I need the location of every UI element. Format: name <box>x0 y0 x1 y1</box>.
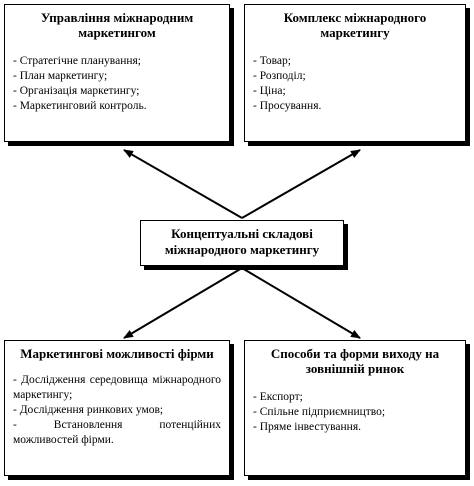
entry-methods-items <box>253 390 457 435</box>
list-item: - Дослідження середовища міжнародного маркетингу; <box>13 374 221 401</box>
list-item: - Пряме інвестування. <box>253 421 361 433</box>
list-item: - Маркетинговий контроль. <box>13 100 147 112</box>
list-item: - Експорт; <box>253 391 303 403</box>
list-item: - Встановлення потенційних можливостей фірми. <box>13 419 221 446</box>
list-item: - Дослідження ринкових умов; <box>13 404 164 416</box>
management-box <box>4 4 230 142</box>
management-items <box>13 54 221 114</box>
opportunities-box <box>4 340 230 476</box>
marketing-mix-box <box>244 4 466 142</box>
list-item: - План маркетингу; <box>13 70 108 82</box>
list-item: - Стратегічне планування; <box>13 55 141 67</box>
list-item: - Спільне підприємництво; <box>253 406 386 418</box>
opportunities-items <box>13 373 221 448</box>
conceptual-components-title: Концептуальні складові міжнародного маркетингу <box>164 226 320 257</box>
entry-methods-box <box>244 340 466 476</box>
opportunities-title: Маркетингові можливості фірми <box>20 346 214 361</box>
arrow-to-management <box>124 150 242 218</box>
conceptual-components-box <box>140 220 344 266</box>
list-item: - Просування. <box>253 100 322 112</box>
list-item: - Товар; <box>253 55 291 67</box>
list-item: - Розподіл; <box>253 70 306 82</box>
marketing-mix-items <box>253 54 457 114</box>
arrow-to-entry-methods <box>242 268 360 338</box>
list-item: - Організація маркетингу; <box>13 85 140 97</box>
list-item: - Ціна; <box>253 85 286 97</box>
management-title: Управління міжнародним маркетингом <box>40 10 194 40</box>
arrow-to-opportunities <box>124 268 242 338</box>
marketing-mix-title: Комплекс міжнародного маркетингу <box>283 10 427 40</box>
entry-methods-title: Способи та форми виходу на зовнішній ринок <box>270 346 440 376</box>
arrow-to-complex <box>242 150 360 218</box>
